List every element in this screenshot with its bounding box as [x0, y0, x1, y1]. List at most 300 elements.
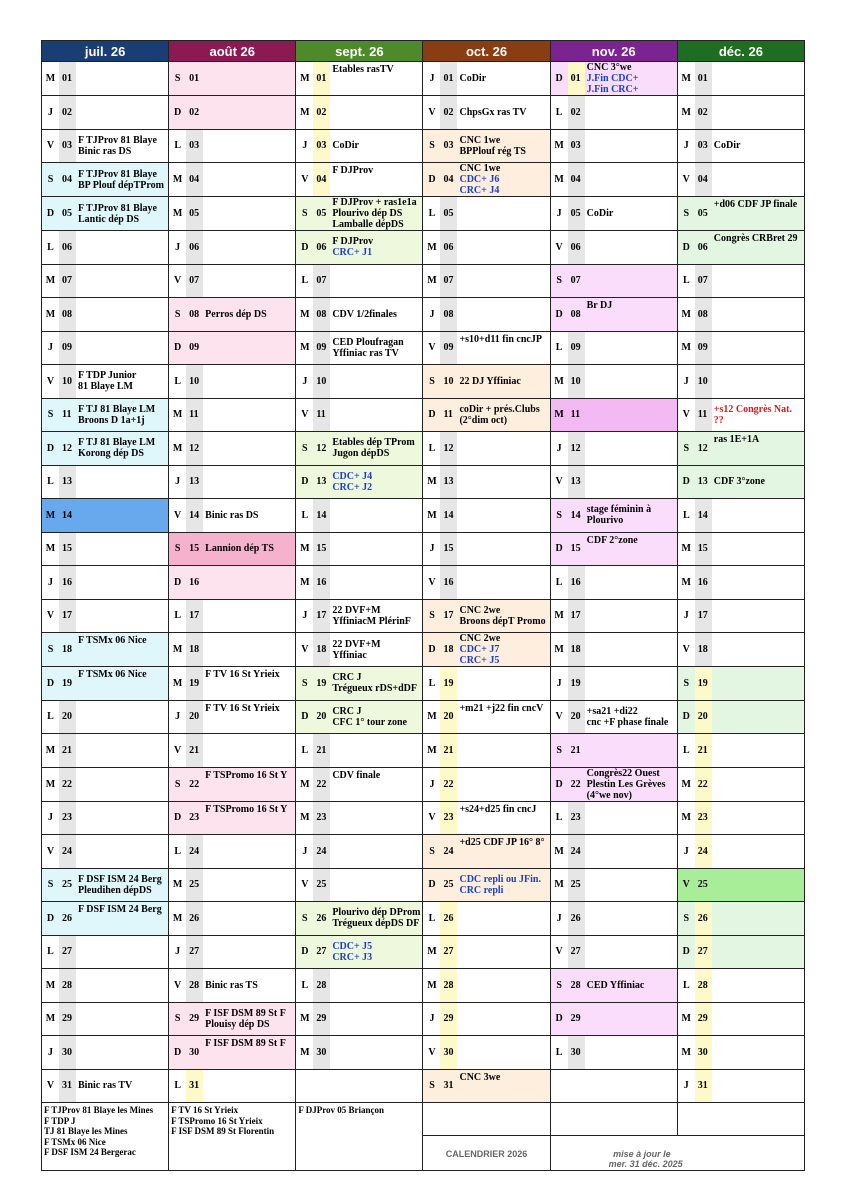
day-cell[interactable]	[423, 1036, 550, 1070]
day-cell[interactable]	[550, 700, 677, 734]
day-cell[interactable]	[423, 432, 550, 466]
day-cell[interactable]	[550, 331, 677, 365]
day-cell[interactable]	[423, 1069, 550, 1103]
day-cell[interactable]	[677, 935, 804, 969]
weekday-letter: V	[174, 979, 182, 991]
day-cell[interactable]	[423, 667, 550, 701]
day-cell[interactable]	[423, 566, 550, 600]
day-number: 21	[186, 734, 203, 767]
day-number: 04	[443, 174, 454, 185]
day-cell[interactable]	[296, 1002, 423, 1036]
day-number: 10	[186, 365, 203, 398]
event-text: F DSF ISM 24 Berg	[78, 904, 162, 915]
day-cell[interactable]	[550, 935, 677, 969]
day-cell[interactable]	[42, 331, 169, 365]
day-cell[interactable]	[169, 868, 296, 902]
weekday-letter: J	[683, 140, 689, 152]
day-cell[interactable]	[423, 163, 550, 197]
day-cell[interactable]	[423, 801, 550, 835]
day-cell[interactable]	[296, 62, 423, 96]
event-text	[330, 365, 422, 398]
event-text	[585, 96, 677, 129]
day-cell[interactable]	[677, 62, 804, 96]
day-cell[interactable]	[296, 264, 423, 298]
day-number: 05	[62, 208, 72, 219]
day-number: 09	[695, 332, 712, 365]
day-cell[interactable]	[550, 902, 677, 936]
day-cell[interactable]	[550, 465, 677, 499]
day-cell[interactable]	[42, 969, 169, 1003]
event-text	[203, 835, 295, 868]
day-cell[interactable]	[677, 365, 804, 399]
day-cell[interactable]	[677, 1069, 804, 1103]
day-cell[interactable]	[550, 835, 677, 869]
day-cell[interactable]	[296, 331, 423, 365]
weekday-letter: J	[48, 1046, 53, 1058]
day-cell[interactable]	[550, 231, 677, 265]
weekday-letter: S	[47, 644, 54, 655]
day-cell[interactable]	[677, 868, 804, 902]
day-cell[interactable]	[42, 1069, 169, 1103]
day-cell[interactable]	[296, 129, 423, 163]
event-text	[203, 936, 295, 969]
day-cell[interactable]	[42, 801, 169, 835]
day-cell[interactable]	[423, 868, 550, 902]
day-cell[interactable]	[423, 231, 550, 265]
event-text	[76, 701, 168, 734]
day-cell[interactable]	[42, 231, 169, 265]
day-cell[interactable]	[42, 398, 169, 432]
day-cell[interactable]	[169, 902, 296, 936]
day-cell[interactable]	[677, 667, 804, 701]
day-cell[interactable]	[550, 163, 677, 197]
day-cell[interactable]	[550, 298, 677, 332]
day-cell[interactable]	[42, 700, 169, 734]
day-number: 18	[313, 633, 330, 666]
day-cell[interactable]	[677, 432, 804, 466]
day-cell[interactable]	[296, 767, 423, 801]
weekday-letter: M	[300, 1013, 310, 1025]
weekday-letter: L	[47, 711, 54, 723]
event-text	[457, 768, 549, 801]
day-cell[interactable]	[169, 96, 296, 130]
day-cell[interactable]	[423, 902, 550, 936]
day-cell[interactable]	[296, 465, 423, 499]
day-cell[interactable]	[677, 767, 804, 801]
day-cell[interactable]	[296, 1036, 423, 1070]
day-number: 08	[440, 298, 457, 331]
day-number: 29	[189, 1013, 200, 1025]
weekday-letter: J	[175, 241, 181, 253]
day-cell[interactable]	[42, 264, 169, 298]
day-cell[interactable]	[677, 331, 804, 365]
day-cell[interactable]	[42, 633, 169, 667]
day-cell[interactable]	[423, 532, 550, 566]
day-cell[interactable]	[42, 499, 169, 533]
day-cell[interactable]	[423, 734, 550, 768]
day-cell[interactable]	[423, 633, 550, 667]
day-cell[interactable]	[169, 667, 296, 701]
day-cell[interactable]	[550, 633, 677, 667]
day-cell[interactable]	[296, 532, 423, 566]
day-cell[interactable]	[550, 365, 677, 399]
day-cell[interactable]	[42, 163, 169, 197]
day-cell[interactable]	[169, 365, 296, 399]
weekday-letter: M	[300, 778, 310, 790]
day-cell[interactable]	[677, 566, 804, 600]
day-number: 19	[568, 667, 585, 700]
day-cell[interactable]	[296, 969, 423, 1003]
day-number: 03	[443, 140, 454, 152]
day-cell[interactable]	[42, 935, 169, 969]
event-text	[76, 332, 168, 365]
day-cell[interactable]	[169, 532, 296, 566]
day-cell[interactable]	[42, 767, 169, 801]
day-cell[interactable]	[169, 969, 296, 1003]
day-number: 10	[695, 365, 712, 398]
day-cell[interactable]	[169, 264, 296, 298]
day-cell[interactable]	[169, 62, 296, 96]
day-number: 07	[186, 265, 203, 298]
day-cell[interactable]	[296, 1069, 423, 1103]
event-text: ras 1E+1A	[713, 434, 760, 445]
day-cell[interactable]	[169, 331, 296, 365]
day-cell[interactable]	[550, 566, 677, 600]
event-text: Binic ras DS	[205, 509, 259, 521]
day-cell[interactable]	[296, 398, 423, 432]
day-cell[interactable]	[550, 801, 677, 835]
day-cell[interactable]	[423, 935, 550, 969]
day-cell[interactable]	[296, 667, 423, 701]
weekday-letter: M	[681, 543, 691, 555]
weekday-letter: V	[682, 879, 690, 891]
day-number: 04	[568, 163, 585, 196]
day-cell[interactable]	[42, 298, 169, 332]
day-cell[interactable]	[550, 499, 677, 533]
day-number: 22	[440, 768, 457, 801]
weekday-letter: S	[47, 409, 54, 421]
day-cell[interactable]	[42, 365, 169, 399]
day-cell[interactable]	[42, 835, 169, 869]
day-cell[interactable]	[677, 129, 804, 163]
event-text	[203, 466, 295, 499]
weekday-letter: D	[682, 946, 690, 958]
day-cell[interactable]	[677, 633, 804, 667]
day-cell[interactable]	[169, 700, 296, 734]
day-cell[interactable]	[423, 264, 550, 298]
day-cell[interactable]	[550, 532, 677, 566]
day-cell[interactable]	[677, 499, 804, 533]
day-cell[interactable]	[42, 1002, 169, 1036]
day-number: 16	[59, 566, 76, 599]
event-text: Binic ras TS	[205, 979, 258, 991]
day-cell[interactable]	[169, 398, 296, 432]
weekday-letter: V	[174, 509, 182, 521]
weekday-letter: V	[428, 1046, 436, 1058]
day-cell[interactable]	[42, 566, 169, 600]
day-cell[interactable]	[550, 1036, 677, 1070]
day-cell[interactable]	[677, 902, 804, 936]
day-cell[interactable]	[42, 599, 169, 633]
day-cell[interactable]	[677, 532, 804, 566]
weekday-letter: J	[429, 1013, 435, 1025]
day-cell[interactable]	[296, 432, 423, 466]
weekday-letter: V	[555, 241, 563, 253]
weekday-letter: M	[681, 106, 691, 118]
day-cell[interactable]	[550, 129, 677, 163]
day-cell[interactable]	[296, 902, 423, 936]
day-number: 12	[316, 442, 327, 454]
day-number: 17	[695, 600, 712, 633]
day-cell[interactable]	[677, 398, 804, 432]
day-cell[interactable]	[677, 465, 804, 499]
day-cell[interactable]	[169, 1069, 296, 1103]
day-cell[interactable]	[169, 298, 296, 332]
day-row	[42, 1069, 805, 1103]
weekday-letter: M	[554, 174, 564, 185]
day-number: 31	[186, 1070, 203, 1103]
day-cell[interactable]	[42, 197, 169, 231]
day-cell[interactable]	[42, 902, 169, 936]
event-text	[330, 734, 422, 767]
day-cell[interactable]	[677, 835, 804, 869]
day-cell[interactable]	[677, 734, 804, 768]
day-cell[interactable]	[296, 935, 423, 969]
weekday-letter: D	[174, 576, 182, 588]
day-cell[interactable]	[550, 868, 677, 902]
weekday-letter: J	[683, 375, 689, 387]
event-text: 22 DJ Yffiniac	[459, 375, 521, 387]
day-number: 16	[189, 576, 200, 588]
day-cell[interactable]	[677, 264, 804, 298]
day-cell[interactable]	[423, 835, 550, 869]
day-cell[interactable]	[677, 298, 804, 332]
event-text	[712, 365, 804, 398]
weekday-letter: M	[427, 476, 437, 488]
footer-note: F TJProv 81 Blaye les Mines F TDP J TJ 81 Blaye les Mines F TSMx 06 Nice F DSF ISM 24 Bergerac	[42, 1103, 169, 1171]
day-cell[interactable]	[423, 465, 550, 499]
day-cell[interactable]	[42, 96, 169, 130]
day-cell[interactable]	[169, 163, 296, 197]
event-text: F TSPromo 16 St Y	[205, 803, 288, 815]
weekday-letter: J	[175, 946, 181, 958]
day-cell[interactable]	[677, 801, 804, 835]
day-cell[interactable]	[296, 163, 423, 197]
event-text	[203, 96, 295, 129]
day-cell[interactable]	[423, 62, 550, 96]
day-cell[interactable]	[169, 432, 296, 466]
day-cell[interactable]	[169, 499, 296, 533]
day-cell[interactable]	[423, 1002, 550, 1036]
event-text: +s24+d25 fin cncJ	[459, 803, 537, 815]
day-cell[interactable]	[677, 969, 804, 1003]
event-text: CED Yffiniac	[586, 979, 645, 991]
day-row	[42, 432, 805, 466]
day-number: 23	[440, 802, 457, 835]
day-row	[42, 197, 805, 231]
day-cell[interactable]	[423, 499, 550, 533]
day-cell[interactable]	[169, 465, 296, 499]
weekday-letter: J	[429, 543, 435, 555]
day-cell[interactable]	[550, 767, 677, 801]
weekday-letter: M	[681, 73, 691, 84]
day-number: 16	[568, 566, 585, 599]
day-number: 01	[59, 62, 76, 95]
day-cell[interactable]	[550, 96, 677, 130]
day-number: 23	[59, 802, 76, 835]
weekday-letter: V	[428, 576, 436, 588]
day-cell[interactable]	[677, 231, 804, 265]
day-cell[interactable]	[296, 197, 423, 231]
day-cell[interactable]	[550, 1002, 677, 1036]
day-number: 24	[443, 845, 454, 857]
weekday-letter: J	[175, 711, 181, 723]
day-cell[interactable]	[169, 566, 296, 600]
event-text	[585, 566, 677, 599]
day-number: 19	[695, 667, 712, 700]
day-cell[interactable]	[423, 398, 550, 432]
day-cell[interactable]	[677, 1036, 804, 1070]
day-cell[interactable]	[42, 532, 169, 566]
weekday-letter: S	[429, 375, 435, 387]
day-cell[interactable]	[550, 734, 677, 768]
day-cell[interactable]	[169, 935, 296, 969]
day-cell[interactable]	[423, 969, 550, 1003]
event-text: CNC 2we Broons dépT Promo	[459, 604, 546, 627]
day-cell[interactable]	[169, 801, 296, 835]
day-cell[interactable]	[296, 298, 423, 332]
day-cell[interactable]	[296, 566, 423, 600]
day-number: 24	[313, 835, 330, 868]
event-text	[585, 163, 677, 196]
day-cell[interactable]	[169, 599, 296, 633]
day-cell[interactable]	[423, 767, 550, 801]
day-cell[interactable]	[296, 633, 423, 667]
day-cell[interactable]	[423, 365, 550, 399]
day-number: 28	[695, 969, 712, 1002]
day-number: 06	[316, 241, 327, 253]
day-cell[interactable]	[550, 667, 677, 701]
weekday-letter: S	[556, 509, 562, 521]
day-cell[interactable]	[42, 432, 169, 466]
day-cell[interactable]	[42, 868, 169, 902]
event-text	[712, 1070, 804, 1103]
day-cell[interactable]	[296, 599, 423, 633]
day-cell[interactable]	[550, 1069, 677, 1103]
calendar-title: CALENDRIER 2026	[423, 1136, 550, 1171]
day-cell[interactable]	[169, 1002, 296, 1036]
day-cell[interactable]	[550, 432, 677, 466]
day-cell[interactable]	[42, 62, 169, 96]
day-cell[interactable]	[296, 96, 423, 130]
day-cell[interactable]	[169, 633, 296, 667]
day-cell[interactable]	[296, 231, 423, 265]
day-number: 13	[568, 466, 585, 499]
day-row	[42, 96, 805, 130]
day-number: 15	[570, 543, 581, 555]
day-number: 30	[568, 1036, 585, 1069]
day-cell[interactable]	[423, 96, 550, 130]
day-cell[interactable]	[423, 599, 550, 633]
weekday-letter: D	[555, 543, 563, 555]
event-text	[457, 499, 549, 532]
day-cell[interactable]	[550, 969, 677, 1003]
event-text	[330, 399, 422, 432]
day-cell[interactable]	[169, 129, 296, 163]
day-cell[interactable]	[169, 835, 296, 869]
day-cell[interactable]	[296, 868, 423, 902]
day-cell[interactable]	[550, 197, 677, 231]
day-cell[interactable]	[42, 734, 169, 768]
day-cell[interactable]	[677, 197, 804, 231]
day-cell[interactable]	[677, 163, 804, 197]
day-cell[interactable]	[169, 734, 296, 768]
event-text: Etables dép TProm Jugon dépDS	[332, 437, 415, 460]
day-cell[interactable]	[550, 599, 677, 633]
day-cell[interactable]	[42, 129, 169, 163]
day-cell[interactable]	[296, 835, 423, 869]
weekday-letter: J	[302, 140, 308, 152]
day-cell[interactable]	[423, 331, 550, 365]
weekday-letter: V	[555, 476, 563, 488]
event-text: CDC+ J5 CRC+ J3	[332, 940, 373, 963]
day-row	[42, 935, 805, 969]
event-text: CDV finale	[332, 769, 381, 781]
day-cell[interactable]	[423, 700, 550, 734]
day-cell[interactable]	[42, 1036, 169, 1070]
weekday-letter: D	[428, 644, 436, 655]
day-cell[interactable]	[169, 197, 296, 231]
day-number: 15	[59, 533, 76, 566]
weekday-letter: S	[302, 912, 308, 924]
event-text	[76, 1003, 168, 1036]
day-cell[interactable]	[423, 129, 550, 163]
day-number: 19	[316, 677, 327, 689]
event-text	[203, 600, 295, 633]
weekday-letter: D	[46, 912, 55, 924]
day-cell[interactable]	[296, 499, 423, 533]
day-cell[interactable]	[550, 264, 677, 298]
day-cell[interactable]	[296, 734, 423, 768]
day-cell[interactable]	[169, 767, 296, 801]
day-cell[interactable]	[169, 1036, 296, 1070]
day-cell[interactable]	[677, 700, 804, 734]
day-cell[interactable]	[42, 465, 169, 499]
day-cell[interactable]	[423, 298, 550, 332]
day-cell[interactable]	[550, 62, 677, 96]
day-cell[interactable]	[296, 365, 423, 399]
day-cell[interactable]	[677, 1002, 804, 1036]
day-cell[interactable]	[677, 599, 804, 633]
weekday-letter: M	[172, 208, 183, 219]
day-number: 08	[570, 308, 581, 320]
event-text: CoDir	[713, 140, 741, 152]
day-number: 02	[695, 96, 712, 129]
day-cell[interactable]	[423, 197, 550, 231]
event-text	[203, 163, 295, 196]
day-cell[interactable]	[677, 96, 804, 130]
day-number: 29	[440, 1003, 457, 1036]
weekday-letter: L	[428, 912, 436, 924]
day-cell[interactable]	[550, 398, 677, 432]
day-number: 03	[695, 130, 712, 163]
day-cell[interactable]	[296, 700, 423, 734]
day-cell[interactable]	[42, 667, 169, 701]
weekday-letter: M	[427, 241, 437, 253]
day-number: 20	[568, 701, 585, 734]
day-cell[interactable]	[296, 801, 423, 835]
day-cell[interactable]	[169, 231, 296, 265]
